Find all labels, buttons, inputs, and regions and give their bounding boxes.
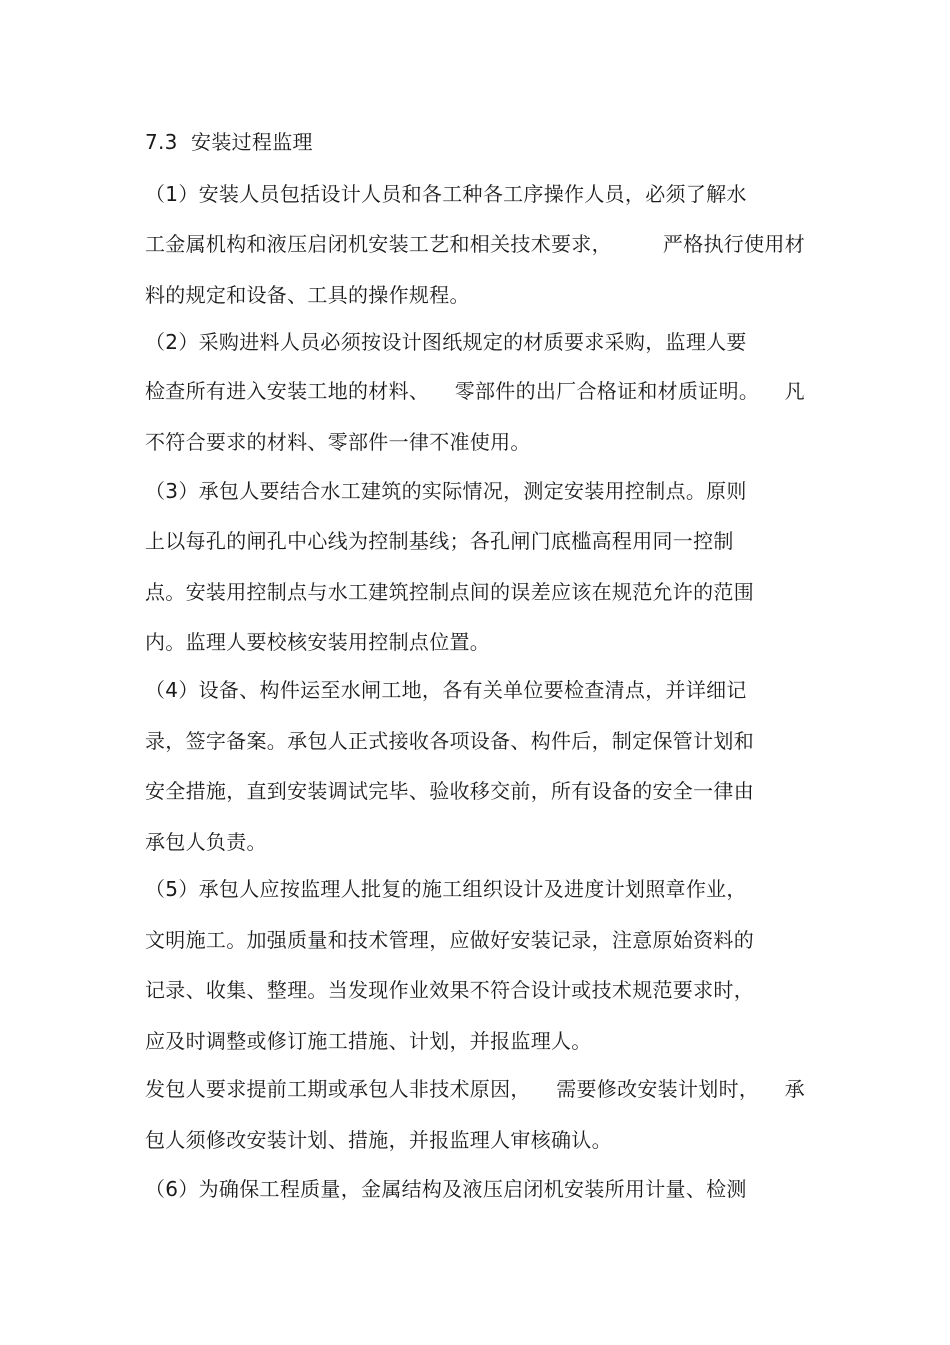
paragraph-line: （3）承包人要结合水工建筑的实际情况，测定安装用控制点。原则	[145, 479, 747, 503]
paragraph-line: 不符合要求的材料、零部件一律不准使用。	[145, 430, 531, 454]
line-segment: 检查所有进入安装工地的材料、	[145, 379, 430, 403]
line-segment: 需要修改安装计划时，	[556, 1077, 760, 1101]
paragraph-line: （5）承包人应按监理人批复的施工组织设计及进度计划照章作业，	[145, 877, 747, 901]
paragraph-line: 点。安装用控制点与水工建筑控制点间的误差应该在规范允许的范围	[145, 580, 754, 604]
paragraph-line: 文明施工。加强质量和技术管理，应做好安装记录，注意原始资料的	[145, 928, 754, 952]
paragraph-line: 承包人负责。	[145, 830, 267, 854]
paragraph-line	[145, 377, 805, 405]
paragraph-line: （2）采购进料人员必须按设计图纸规定的材质要求采购，监理人要	[145, 330, 747, 354]
line-segment: 零部件的出厂合格证和材质证明。	[454, 379, 760, 403]
paragraph-line	[145, 230, 805, 258]
line-segment: 凡	[784, 379, 805, 403]
paragraph-line	[145, 1075, 805, 1103]
paragraph-line: （4）设备、构件运至水闸工地，各有关单位要检查清点，并详细记	[145, 678, 747, 702]
paragraph-line: 安全措施，直到安装调试完毕、验收移交前，所有设备的安全一律由	[145, 779, 754, 803]
paragraph-line: 记录、收集、整理。当发现作业效果不符合设计或技术规范要求时，	[145, 978, 754, 1002]
line-segment: 工金属机构和液压启闭机安装工艺和相关技术要求，	[145, 232, 612, 256]
paragraph-line: （6）为确保工程质量，金属结构及液压启闭机安装所用计量、检测	[145, 1177, 747, 1201]
paragraph-line: （1）安装人员包括设计人员和各工种各工序操作人员，必须了解水	[145, 182, 747, 206]
paragraph-line: 上以每孔的闸孔中心线为控制基线；各孔闸门底槛高程用同一控制	[145, 529, 734, 553]
paragraph-line: 录，签字备案。承包人正式接收各项设备、构件后，制定保管计划和	[145, 729, 754, 753]
paragraph-line: 应及时调整或修订施工措施、计划，并报监理人。	[145, 1029, 592, 1053]
paragraph-line: 包人须修改安装计划、措施，并报监理人审核确认。	[145, 1128, 612, 1152]
section-title: 7.3 安装过程监理	[145, 130, 313, 154]
paragraph-line: 料的规定和设备、工具的操作规程。	[145, 283, 470, 307]
line-segment: 发包人要求提前工期或承包人非技术原因，	[145, 1077, 531, 1101]
line-segment: 严格执行使用材	[662, 232, 805, 256]
line-segment: 承	[784, 1077, 805, 1101]
paragraph-line: 内。监理人要校核安装用控制点位置。	[145, 630, 491, 654]
